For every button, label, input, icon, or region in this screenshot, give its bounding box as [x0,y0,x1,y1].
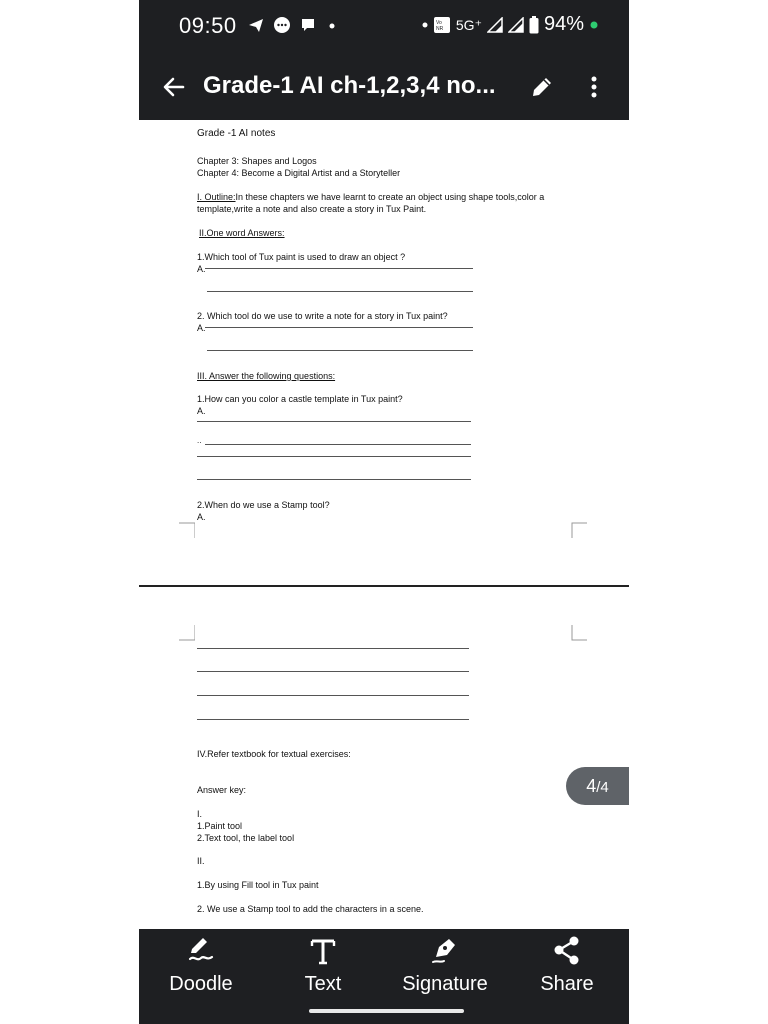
question-3-answer-prefix: A. [197,406,206,416]
crop-mark-icon [571,522,587,538]
doodle-label: Doodle [169,973,233,995]
battery-percent: 94% [543,13,584,35]
chapter-3-line: Chapter 3: Shapes and Logos [197,156,317,166]
answer-line [205,327,473,328]
answer-line [197,421,471,422]
chapter-4-line: Chapter 4: Become a Digital Artist and a Storyteller [197,168,401,178]
status-time: 09:50 [179,13,237,38]
home-indicator[interactable] [309,1009,464,1013]
section-2-heading: II.One word Answers: [199,228,285,238]
active-dot-icon [589,20,599,30]
answer-line [197,695,469,696]
answer-key-section-2: II. [197,856,205,866]
answer-key-2-1: 1.By using Fill tool in Tux paint [197,880,319,890]
total-pages: /4 [596,779,609,796]
question-2-answer-prefix: A. [197,323,206,333]
crop-mark-icon [179,625,195,641]
document-page-2[interactable] [139,587,629,929]
outline-line-2: template,write a note and also create a story in Tux Paint. [197,204,427,214]
question-2: 2. Which tool do we use to write a note for a story in Tux paint? [197,311,448,321]
question-3: 1.How can you color a castle template in Tux paint? [197,394,403,404]
answer-line [197,648,469,649]
share-label: Share [540,973,594,995]
signal-icon [487,17,503,33]
current-page: 4 [586,776,597,796]
app-bar [139,52,629,120]
answer-key-heading: Answer key: [197,785,247,795]
answer-line [197,456,471,457]
outline-line-1 [197,191,544,203]
status-right-group [422,13,599,36]
doodle-button[interactable] [146,935,256,996]
section-3-heading: III. Answer the following questions: [197,371,336,381]
status-bar [139,0,629,52]
volte-icon [433,16,451,34]
outline-text-1: In these chapters we have learnt to create an object using shape tools,color a [235,192,545,202]
phone-screen [139,0,629,1024]
svg-text:NR: NR [435,25,444,32]
back-arrow-icon[interactable] [159,72,189,102]
network-type: 5G⁺ [455,17,482,33]
pencil-edit-icon[interactable] [529,74,555,100]
text-label: Text [304,973,342,995]
battery-icon [529,16,539,34]
answer-line [205,444,471,445]
signature-label: Signature [402,973,488,995]
answer-key-1-2: 2.Text tool, the label tool [197,833,295,843]
signature-button[interactable] [390,935,500,996]
answer-dots: .. [197,436,202,445]
share-icon [552,935,582,967]
crop-mark-icon [179,522,195,538]
answer-line [207,291,473,292]
chat-bubble-icon [299,16,317,34]
answer-line [207,350,473,351]
document-title: Grade-1 AI ch-1,2,3,4 no... [203,72,496,99]
text-tool-icon [308,935,338,967]
text-button[interactable] [268,935,378,996]
answer-key-section-1: I. [197,809,203,819]
answer-key-2-2: 2. We use a Stamp tool to add the characters in a scene. [197,904,424,914]
section-4-line: IV.Refer textbook for textual exercises: [197,749,351,759]
notification-dot-icon [329,23,335,29]
signal-icon-2 [508,17,524,33]
telegram-icon [247,16,265,34]
answer-key-1-1: 1.Paint tool [197,821,243,831]
more-options-icon[interactable] [582,74,606,100]
dot-icon [422,22,428,28]
answer-line [197,479,471,480]
share-button[interactable] [512,935,622,996]
page-indicator-badge [566,767,629,805]
outline-label: I. Outline: [197,192,236,202]
answer-line [197,719,469,720]
crop-mark-icon [571,625,587,641]
question-1: 1.Which tool of Tux paint is used to draw an object ? [197,252,406,262]
document-page-1[interactable] [139,120,629,586]
pen-signature-icon [430,935,460,967]
question-4-answer-prefix: A. [197,512,206,522]
question-4: 2.When do we use a Stamp tool? [197,500,330,510]
doc-heading: Grade -1 AI notes [197,128,276,139]
answer-line [197,671,469,672]
answer-line [205,268,473,269]
question-1-answer-prefix: A. [197,264,206,274]
svg-text:Vo: Vo [435,19,442,26]
message-icon [273,16,291,34]
doodle-icon [186,935,216,967]
